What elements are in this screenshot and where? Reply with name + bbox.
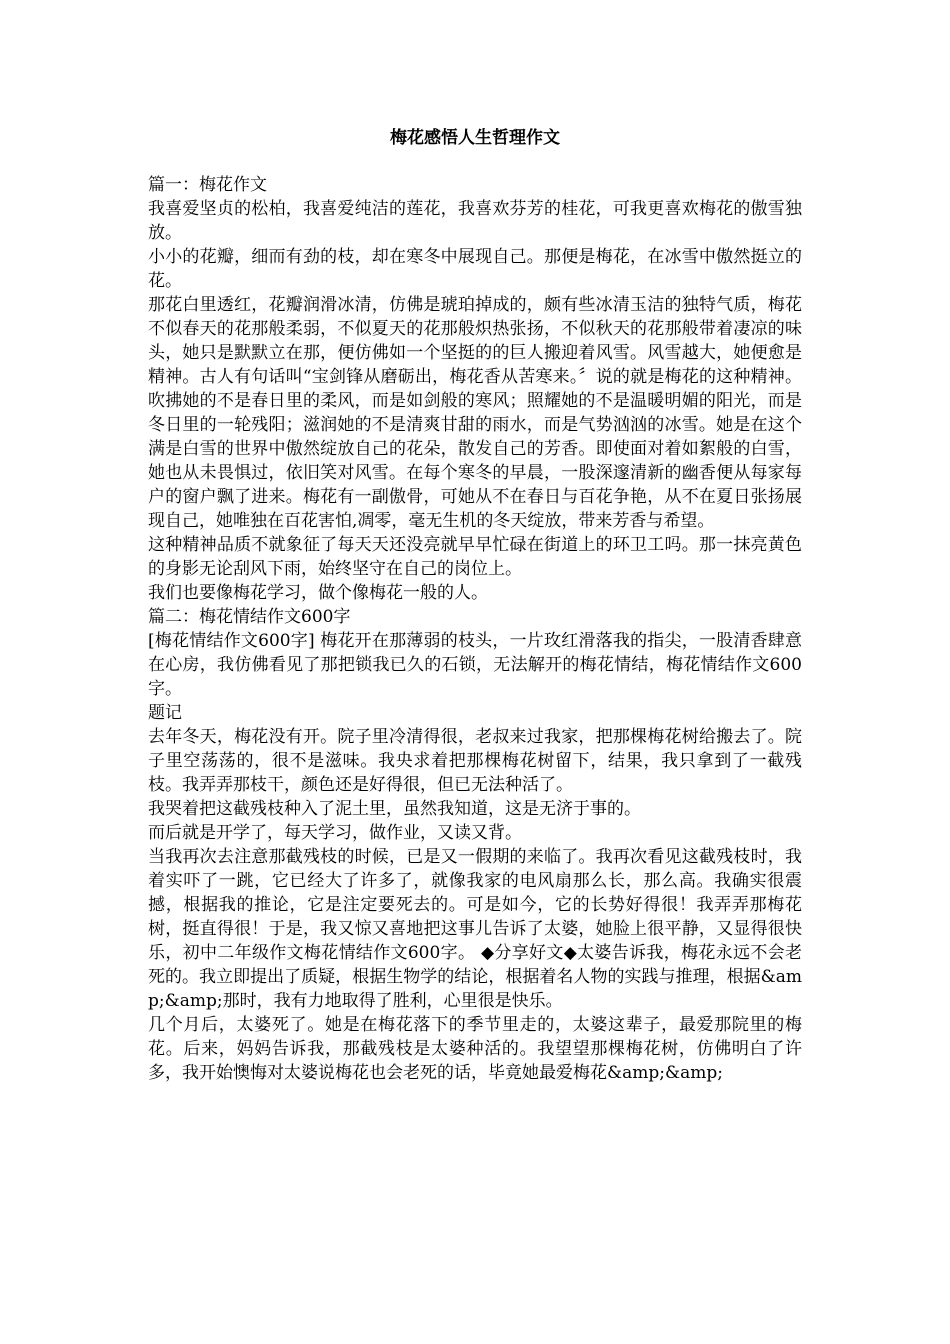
section-heading-2: 篇二：梅花情结作文600字: [148, 607, 351, 627]
paragraph: 小小的花瓣，细而有劲的枝，却在寒冬中展现自己。那便是梅花，在冰雪中傲然挺立的花。: [148, 247, 802, 291]
paragraph: 几个月后，太婆死了。她是在梅花落下的季节里走的，太婆这辈子，最爱那院里的梅花。后来，妈妈告诉我，那截残枝是太婆种活的。我望望那棵梅花树，仿佛明白了许多，我开始懊悔对太婆说梅花也会老死的话，毕竟她最爱梅花&amp;&amp;: [148, 1015, 802, 1083]
paragraph: [梅花情结作文600字] 梅花开在那薄弱的枝头，一片玫红滑落我的指尖，一股清香肆意在心房，我仿佛看见了那把锁我已久的石锁，无法解开的梅花情结，梅花情结作文600字。: [148, 631, 802, 699]
section-heading-1: 篇一：梅花作文: [148, 175, 267, 195]
epigraph-label: 题记: [148, 703, 182, 723]
document-title: 梅花感悟人生哲理作文: [390, 128, 560, 148]
paragraph: 而后就是开学了，每天学习，做作业，又读又背。: [148, 823, 522, 843]
paragraph: 那花白里透红，花瓣润滑冰清，仿佛是琥珀掉成的，颇有些冰清玉洁的独特气质，梅花不似春天的花那般柔弱，不似夏天的花那般炽热张扬，不似秋天的花那般带着凄凉的味头，她只是默默立在那，便仿佛如一个坚挺的的巨人搬迎着风雪。风雪越大，她便愈是精神。古人有句话叫“宝剑锋从磨砺出，梅花香从苦寒来。〞说的就是梅花的这种精神。吹拂她的不是春日里的柔风，而是如剑般的寒风；照耀她的不是温暖明媚的阳光，而是冬日里的一轮残阳；滋润她的不是清爽甘甜的雨水，而是气势汹汹的冰雪。她是在这个满是白雪的世界中傲然绽放自己的花朵，散发自己的芳香。即使面对着如絮般的白雪，她也从未畏惧过，依旧笑对风雪。在每个寒冬的早晨，一股深邃清新的幽香便从每家每户的窗户飘了进来。梅花有一副傲骨，可她从不在春日与百花争艳，从不在夏日张扬展现自己，她唯独在百花害怕,凋零，毫无生机的冬天绽放，带来芳香与希望。: [148, 295, 802, 531]
paragraph: 我喜爱坚贞的松柏，我喜爱纯洁的莲花，我喜欢芬芳的桂花，可我更喜欢梅花的傲雪独放。: [148, 199, 802, 243]
paragraph: 这种精神品质不就象征了每天天还没亮就早早忙碌在街道上的环卫工吗。那一抹亮黄色的身影无论刮风下雨，始终坚守在自己的岗位上。: [148, 535, 802, 579]
paragraph: 去年冬天，梅花没有开。院子里冷清得很，老叔来过我家，把那棵梅花树给搬去了。院子里空荡荡的，很不是滋味。我央求着把那棵梅花树留下，结果，我只拿到了一截残枝。我弄弄那枝干，颜色还是好得很，但已无法种活了。: [148, 727, 802, 795]
paragraph: 我们也要像梅花学习，做个像梅花一般的人。: [148, 583, 488, 603]
paragraph: 我哭着把这截残枝种入了泥土里，虽然我知道，这是无济于事的。: [148, 799, 641, 819]
paragraph: 当我再次去注意那截残枝的时候，已是又一假期的来临了。我再次看见这截残枝时，我着实吓了一跳，它已经大了许多了，就像我家的电风扇那么长，那么高。我确实很震撼，根据我的推论，它是注定要死去的。可是如今，它的长势好得很！我弄弄那梅花树，挺直得很！于是，我又惊又喜地把这事儿告诉了太婆，她脸上很平静，又显得很快乐，初中二年级作文梅花情结作文600字。 ◆分享好文◆太婆告诉我，梅花永远不会老死的。我立即提出了质疑，根据生物学的结论，根据着名人物的实践与推理，根据&amp;&amp;那时，我有力地取得了胜利，心里很是快乐。: [148, 847, 802, 1011]
document-body: [148, 173, 802, 1085]
